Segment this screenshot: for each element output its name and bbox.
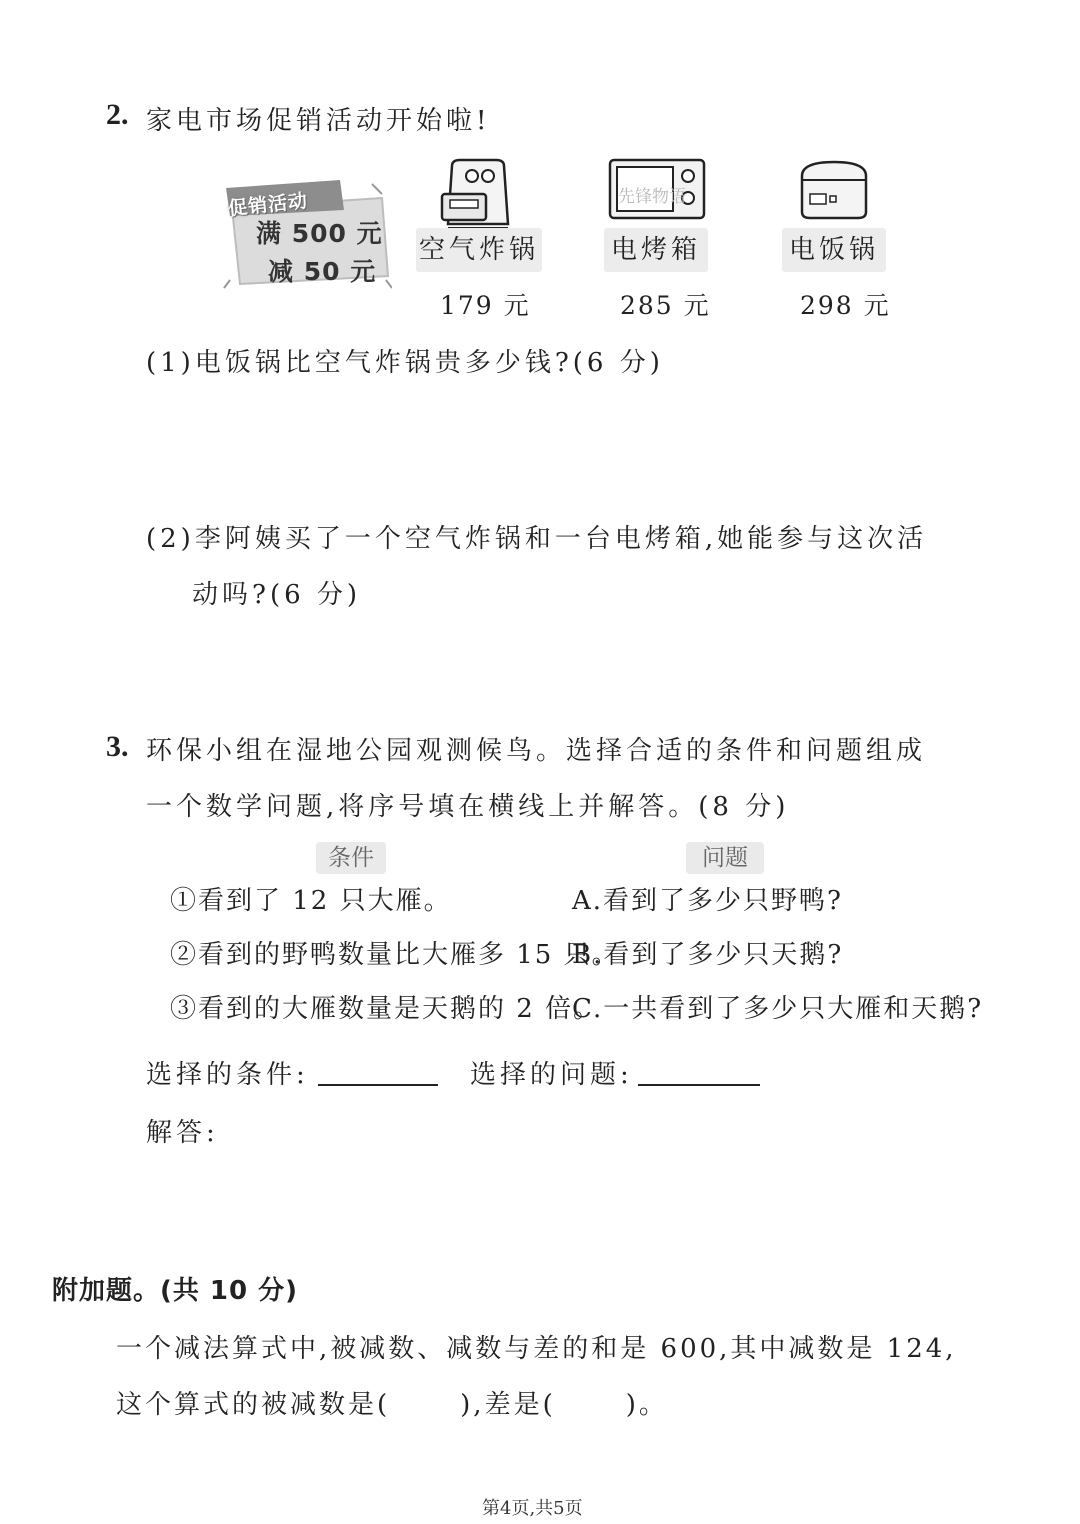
extra-line-2-part-a: 这个算式的被减数是( xyxy=(116,1390,391,1420)
question-3-number: 3. xyxy=(106,730,129,763)
promo-badge xyxy=(222,180,392,290)
promo-line-2: 减 50 元 xyxy=(268,257,377,286)
extra-line-2-part-c: )。 xyxy=(625,1390,668,1420)
product-price-air-fryer: 179 元 xyxy=(440,291,531,320)
selected-condition-blank[interactable] xyxy=(318,1084,438,1086)
product-label-air-fryer: 空气炸锅 xyxy=(416,228,542,272)
promo-title: 促销活动 xyxy=(227,189,310,221)
selected-question-blank[interactable] xyxy=(638,1084,760,1086)
promo-line-1: 满 500 元 xyxy=(256,219,383,248)
condition-3: ③看到的大雁数量是天鹅的 2 倍。 xyxy=(170,994,602,1024)
conditions-header: 条件 xyxy=(316,842,386,874)
product-price-rice-cooker: 298 元 xyxy=(800,291,891,320)
air-fryer-icon xyxy=(438,158,518,230)
extra-line-2-part-b: ),差是( xyxy=(460,1390,556,1420)
product-label-rice-cooker: 电饭锅 xyxy=(782,228,886,272)
question-2-sub-1: (1)电饭锅比空气炸锅贵多少钱?(6 分) xyxy=(146,348,664,378)
rice-cooker-icon xyxy=(796,158,872,220)
questions-header: 问题 xyxy=(686,842,764,874)
answer-label: 解答: xyxy=(146,1118,219,1148)
question-2-sub-2-line-2: 动吗?(6 分) xyxy=(192,580,362,610)
question-2-number: 2. xyxy=(106,98,129,131)
question-option-c: C.一共看到了多少只大雁和天鹅? xyxy=(572,994,984,1024)
extra-question-title: 附加题。(共 10 分) xyxy=(52,1276,299,1306)
question-option-b: B.看到了多少只天鹅? xyxy=(572,940,844,970)
condition-2: ②看到的野鸭数量比大雁多 15 只。 xyxy=(170,940,620,970)
selected-question-label: 选择的问题: xyxy=(470,1060,633,1090)
selected-condition-label: 选择的条件: xyxy=(146,1060,309,1090)
question-3-line-2: 一个数学问题,将序号填在横线上并解答。(8 分) xyxy=(146,792,790,822)
oven-watermark: 先锋物语 xyxy=(618,187,686,207)
condition-1: ①看到了 12 只大雁。 xyxy=(170,886,452,916)
question-2-title: 家电市场促销活动开始啦! xyxy=(146,106,491,136)
question-option-a: A.看到了多少只野鸭? xyxy=(572,886,843,916)
page-footer: 第4页,共5页 xyxy=(482,1498,583,1519)
extra-question-line-2 xyxy=(116,1384,668,1421)
question-3-line-1: 环保小组在湿地公园观测候鸟。选择合适的条件和问题组成 xyxy=(146,736,927,766)
product-label-oven: 电烤箱 xyxy=(604,228,708,272)
question-2-sub-2-line-1: (2)李阿姨买了一个空气炸锅和一台电烤箱,她能参与这次活 xyxy=(146,524,928,554)
product-price-oven: 285 元 xyxy=(620,291,711,320)
extra-question-line-1: 一个减法算式中,被减数、减数与差的和是 600,其中减数是 124, xyxy=(116,1334,957,1364)
